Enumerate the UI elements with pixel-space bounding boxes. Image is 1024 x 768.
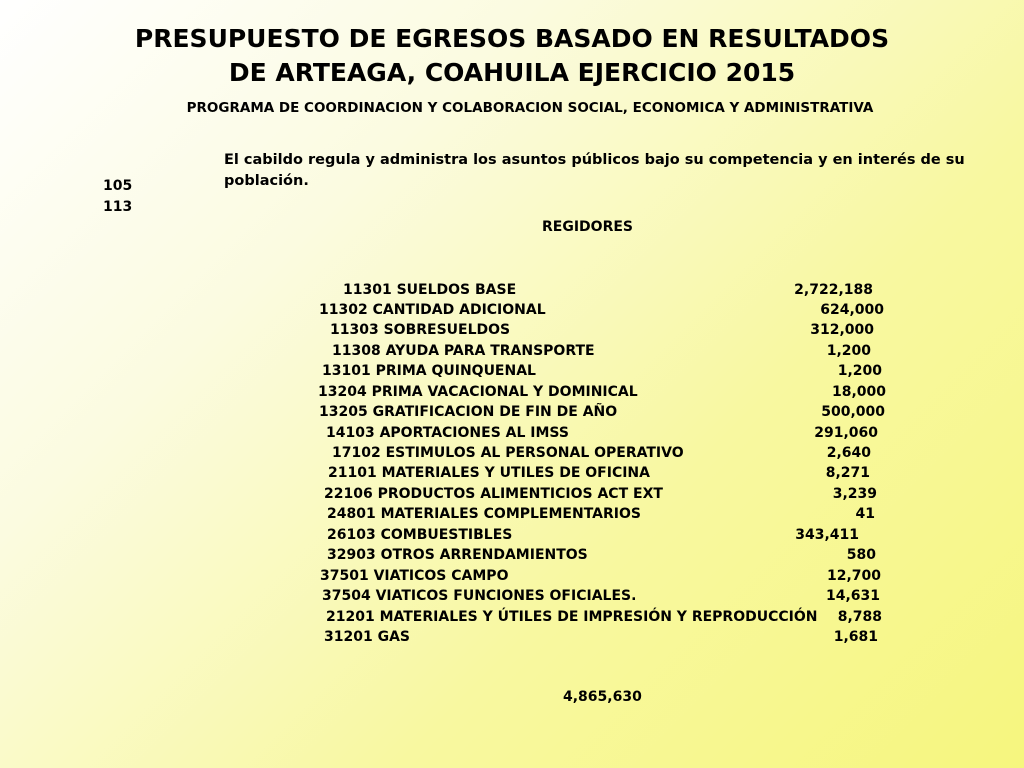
item-amount: 1,200 [826,343,871,359]
title-line-1: PRESUPUESTO DE EGRESOS BASADO EN RESULTADOS [134,24,890,53]
item-label: 37504 VIATICOS FUNCIONES OFICIALES. [322,588,637,604]
item-amount: 343,411 [795,527,859,543]
item-label: 31201 GAS [324,629,410,645]
item-label: 21201 MATERIALES Y ÚTILES DE IMPRESIÓN Y REPRODUCCIÓN [326,609,818,625]
item-amount: 291,060 [814,425,878,441]
budget-total: 4,865,630 [563,689,642,705]
section-title: REGIDORES [542,219,633,235]
item-amount: 312,000 [810,322,874,338]
item-label: 32903 OTROS ARRENDAMIENTOS [327,547,588,563]
program-description: El cabildo regula y administra los asuntos públicos bajo su competencia y en interés de su población. [224,152,965,189]
item-label: 11308 AYUDA PARA TRANSPORTE [332,343,595,359]
item-amount: 500,000 [821,404,885,420]
item-label: 14103 APORTACIONES AL IMSS [326,425,569,441]
item-amount: 580 [846,547,876,563]
code-label: 105 [103,178,133,194]
item-label: 11303 SOBRESUELDOS [330,322,511,338]
item-amount: 8,271 [825,465,870,481]
item-amount: 1,681 [833,629,878,645]
item-label: 13205 GRATIFICACION DE FIN DE AÑO [319,404,618,420]
item-amount: 3,239 [832,486,877,502]
item-label: 26103 COMBUESTIBLES [327,527,513,543]
item-label: 21101 MATERIALES Y UTILES DE OFICINA [328,465,650,481]
program-title: PROGRAMA DE COORDINACION Y COLABORACION SOCIAL, ECONOMICA Y ADMINISTRATIVA [186,100,874,116]
item-amount: 624,000 [820,302,884,318]
item-amount: 18,000 [831,384,886,400]
code-label: 113 [103,199,133,215]
item-amount: 2,722,188 [794,282,873,298]
item-amount: 1,200 [837,363,882,379]
item-label: 11302 CANTIDAD ADICIONAL [319,302,546,318]
item-amount: 12,700 [826,568,881,584]
item-label: 11301 SUELDOS BASE [343,282,517,298]
item-label: 13101 PRIMA QUINQUENAL [322,363,536,379]
item-amount: 41 [855,506,875,522]
item-label: 13204 PRIMA VACACIONAL Y DOMINICAL [318,384,638,400]
item-amount: 2,640 [826,445,871,461]
item-amount: 14,631 [825,588,880,604]
item-label: 22106 PRODUCTOS ALIMENTICIOS ACT EXT [324,486,663,502]
title-line-2: DE ARTEAGA, COAHUILA EJERCICIO 2015 [228,58,796,87]
item-label: 24801 MATERIALES COMPLEMENTARIOS [327,506,641,522]
item-amount: 8,788 [837,609,882,625]
item-label: 17102 ESTIMULOS AL PERSONAL OPERATIVO [332,445,684,461]
item-label: 37501 VIATICOS CAMPO [320,568,509,584]
